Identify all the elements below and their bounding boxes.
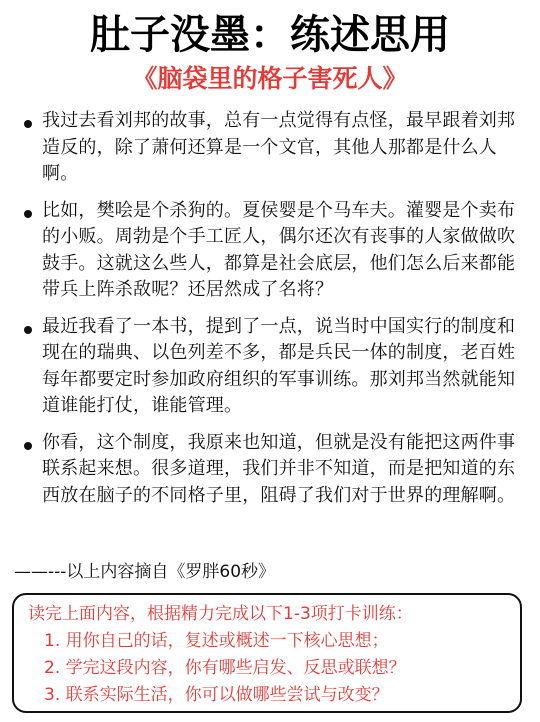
task-item: 3. 联系实际生活，你可以做哪些尝试与改变？ (44, 685, 389, 705)
bullet-dot-icon (24, 442, 32, 450)
task-box (12, 593, 522, 713)
bullet-text: 我过去看刘邦的故事，总有一点觉得有点怪，最早跟着刘邦造反的，除了萧何还算是一个文官，其他人那都是什么人啊。 (42, 110, 516, 184)
task-item: 2. 学完这段内容，你有哪些启发、反思或联想？ (44, 658, 406, 678)
bullet-text: 比如，樊哙是个杀狗的。夏侯婴是个马车夫。灌婴是个卖布的小贩。周勃是个手工匠人，偶尔还次有丧事的人家做做吹鼓手。这就这么些人，都算是社会底层，他们怎么后来都能带兵上阵杀敌呢？还居然成了名将？ (42, 199, 516, 300)
page-title: 肚子没墨：练述思用 (90, 11, 450, 58)
bullet-dot-icon (24, 120, 32, 128)
bullet-item (22, 198, 528, 304)
bullet-text: 最近我看了一本书，提到了一点，说当时中国实行的制度和现在的瑞典、以色列差不多，都是兵民一体的制度，老百姓每年都要定时参加政府组织的军事训练。那刘邦当然就能知道谁能打仗，谁能管理。 (42, 315, 516, 416)
bullet-item (22, 108, 528, 188)
bullet-item (22, 430, 528, 510)
bullet-text: 你看，这个制度，我原来也知道，但就是没有能把这两件事联系起来想。很多道理，我们并非不知道，而是把知道的东西放在脑子的不同格子里，阻碍了我们对于世界的理解啊。 (42, 431, 516, 506)
task-item: 1. 用你自己的话，复述或概述一下核心思想； (44, 631, 389, 651)
task-heading: 读完上面内容，根据精力完成以下1-3项打卡训练： (28, 604, 413, 624)
bullet-dot-icon (24, 210, 32, 218)
source-attribution: ——---以上内容摘自《罗胖60秒》 (14, 562, 276, 582)
bullet-list (22, 108, 528, 519)
article-subtitle: 《脑袋里的格子害死人》 (132, 64, 408, 93)
bullet-item (22, 314, 528, 420)
bullet-dot-icon (24, 326, 32, 334)
